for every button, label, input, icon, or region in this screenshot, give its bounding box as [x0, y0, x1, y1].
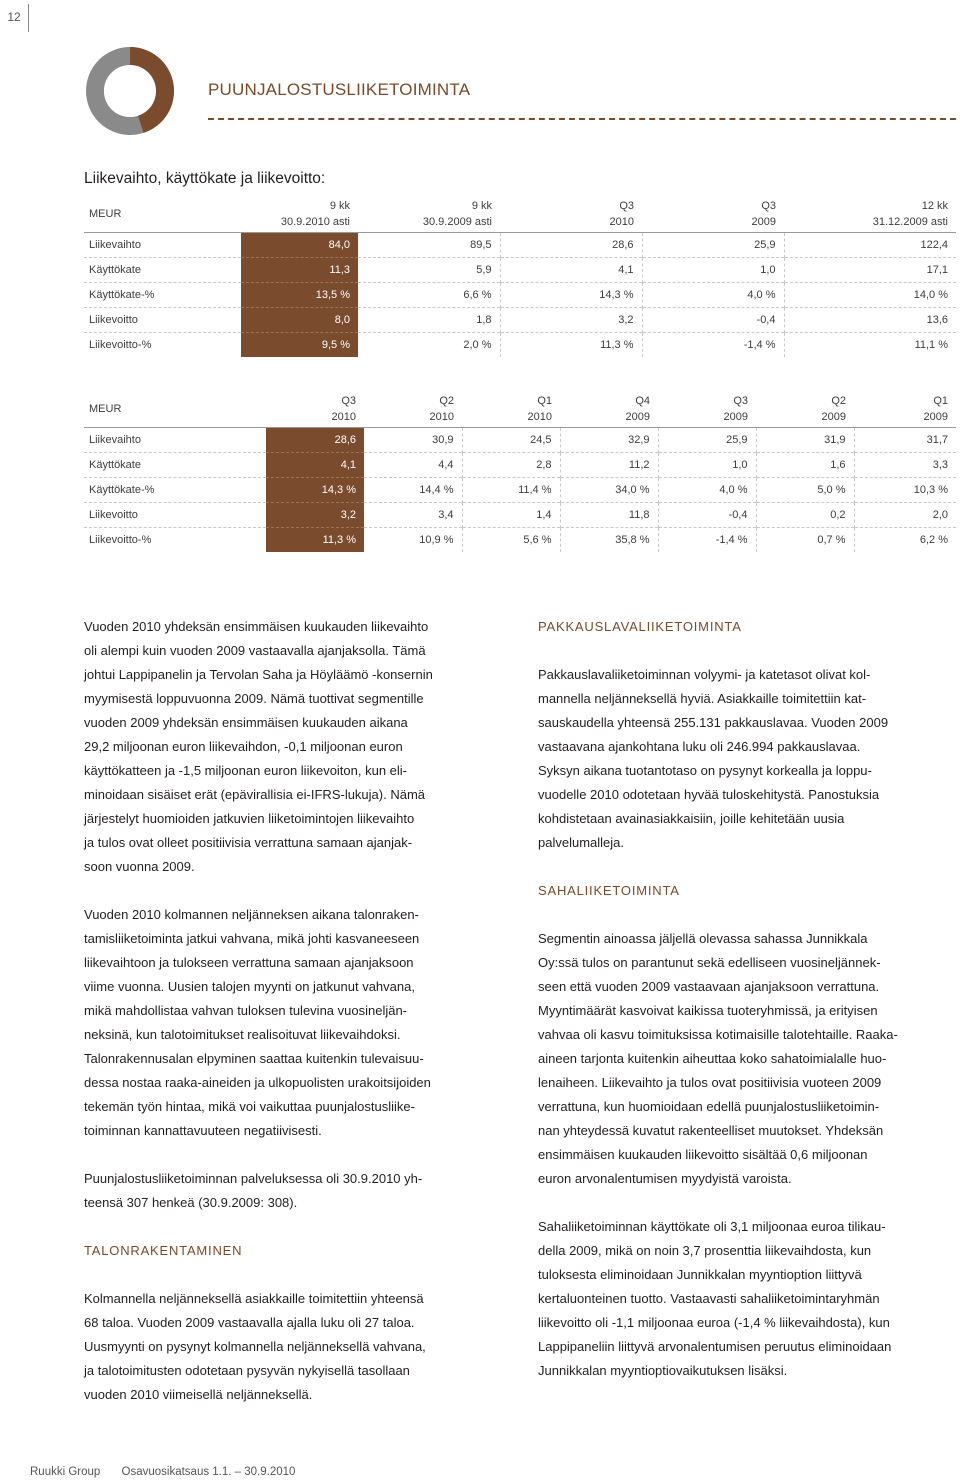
column-header: Q3 2010: [500, 196, 642, 232]
table-cell: 0,2: [756, 502, 854, 527]
text-line: vuoden 2010 viimeisellä neljänneksellä.: [84, 1387, 313, 1402]
column-header: Q2 2010: [364, 391, 462, 427]
text-line: Myyntimäärät kasvoivat kaikissa tuoteryhmissä, ja erityisen: [538, 1003, 878, 1018]
page-footer: [30, 1466, 313, 1478]
table-cell: 10,9 %: [364, 527, 462, 552]
table-cell: 3,2: [500, 307, 642, 332]
text-line: tekemän työn hintaa, mikä voi vaikuttaa puunjalostusliike-: [84, 1099, 415, 1114]
text-line: aineen tarjonta kuitenkin aiheuttaa koko sahatoimialalle huo-: [538, 1051, 887, 1066]
row-label: Käyttökate-%: [84, 282, 241, 307]
paragraph: [84, 1287, 504, 1407]
page-number-divider: [28, 4, 29, 32]
table-cell: 11,1 %: [784, 332, 956, 357]
text-line: tamisliiketoiminta jatkui vahvana, mikä johti kasvaneeseen: [84, 931, 420, 946]
text-line: soon vuonna 2009.: [84, 859, 195, 874]
table-row: [84, 232, 956, 257]
table-cell: 28,6: [500, 232, 642, 257]
table-cell: 14,0 %: [784, 282, 956, 307]
paragraph: [84, 903, 504, 1143]
table-row: [84, 477, 956, 502]
text-line: vastaavana ajankohtana luku oli 246.994 pakkauslavaa.: [538, 739, 861, 754]
column-header: Q3 2009: [642, 196, 784, 232]
table-cell: 1,6: [756, 452, 854, 477]
page-number: 12: [7, 10, 21, 24]
tables-heading: Liikevaihto, käyttökate ja liikevoitto:: [84, 170, 326, 187]
table-row: [84, 257, 956, 282]
text-line: dessa nostaa raaka-aineiden ja ulkopuolisten urakoitsijoiden: [84, 1075, 431, 1090]
table-cell: 6,6 %: [358, 282, 500, 307]
highlight-cell: 14,3 %: [266, 477, 364, 502]
highlight-cell: 84,0: [241, 232, 358, 257]
highlight-cell: 3,2: [266, 502, 364, 527]
highlight-cell: 4,1: [266, 452, 364, 477]
column-header: 9 kk 30.9.2009 asti: [358, 196, 500, 232]
text-line: johtui Lappipanelin ja Tervolan Saha ja Höyläämö -konsernin: [84, 667, 433, 682]
table-cell: 25,9: [642, 232, 784, 257]
table-unit-label: MEUR: [84, 391, 266, 427]
table-cell: 24,5: [462, 427, 560, 452]
cumulative-figures-table: [84, 196, 956, 357]
table-cell: 30,9: [364, 427, 462, 452]
text-line: toiminnan kannattavuuteen negatiivisesti.: [84, 1123, 322, 1138]
table-unit-label: MEUR: [84, 196, 241, 232]
text-line: Oy:ssä tulos on parantunut sekä edelliseen vuosineljännek-: [538, 955, 881, 970]
text-line: tuloksesta eliminoidaan Junnikkalan myyntioption liittyvä: [538, 1267, 862, 1282]
text-line: vuodelle 2010 odotetaan hyvää tuloskehitystä. Panostuksia: [538, 787, 880, 802]
column-header: Q1 2009: [854, 391, 956, 427]
column-header: Q2 2009: [756, 391, 854, 427]
column-header: Q4 2009: [560, 391, 658, 427]
paragraph: [538, 1215, 958, 1383]
table-row: [84, 282, 956, 307]
paragraph: [538, 663, 958, 855]
subheading-talonrakentaminen: TALONRAKENTAMINEN: [84, 1243, 243, 1258]
text-line: Junnikkalan myyntioptiovaikutuksen lisäksi.: [538, 1363, 788, 1378]
donut-hole: [104, 65, 156, 117]
table-cell: 10,3 %: [854, 477, 956, 502]
table-cell: 11,8: [560, 502, 658, 527]
text-line: järjestelyt huomioiden jatkuvien liiketoimintojen liikevaihto: [84, 811, 415, 826]
table-row: [84, 332, 956, 357]
text-line: liikevoitto oli -1,1 miljoonaa euroa (-1,4 % liikevaihdosta), kun: [538, 1315, 890, 1330]
table-cell: 3,3: [854, 452, 956, 477]
text-line: Segmentin ainoassa jäljellä olevassa sahassa Junnikkala: [538, 931, 868, 946]
text-line: käyttökatteen ja -1,5 miljoonan euron liikevoiton, kun eli-: [84, 763, 408, 778]
text-line: Puunjalostusliiketoiminnan palveluksessa oli 30.9.2010 yh-: [84, 1171, 423, 1186]
table-cell: 4,0 %: [658, 477, 756, 502]
paragraph: [84, 615, 504, 879]
quarterly-figures-table: [84, 391, 956, 552]
text-line: Uusmyynti on pysynyt kolmannella neljänneksellä vahvana,: [84, 1339, 426, 1354]
table-cell: -1,4 %: [642, 332, 784, 357]
left-text-column: [84, 615, 504, 1407]
text-line: palvelumalleja.: [538, 835, 624, 850]
row-label: Käyttökate: [84, 452, 266, 477]
text-line: liikevaihtoon ja tulokseen verrattuna samaan ajanjaksoon: [84, 955, 414, 970]
column-header: Q3 2010: [266, 391, 364, 427]
row-label: Käyttökate: [84, 257, 241, 282]
table-row: [84, 527, 956, 552]
paragraph: [538, 927, 958, 1191]
table-cell: 1,0: [658, 452, 756, 477]
table-cell: 0,7 %: [756, 527, 854, 552]
table-cell: 4,4: [364, 452, 462, 477]
right-text-column: [538, 615, 958, 1383]
highlight-cell: 9,5 %: [241, 332, 358, 357]
table-cell: 5,9: [358, 257, 500, 282]
text-line: oli alempi kuin vuoden 2009 vastaavalla ajanjaksolla. Tämä: [84, 643, 426, 658]
text-line: seen että vuoden 2009 vastaavaan ajanjaksoon verrattuna.: [538, 979, 880, 994]
table-cell: 14,3 %: [500, 282, 642, 307]
text-line: mikä mahdollistaa vahvan tuloksen tulevina vuosineljän-: [84, 1003, 408, 1018]
column-header: Q1 2010: [462, 391, 560, 427]
table-cell: 89,5: [358, 232, 500, 257]
subheading-pakkauslavaliiketoiminta: PAKKAUSLAVALIIKETOIMINTA: [538, 619, 742, 634]
text-line: teensä 307 henkeä (30.9.2009: 308).: [84, 1195, 298, 1210]
highlight-cell: 11,3: [241, 257, 358, 282]
row-label: Liikevoitto: [84, 307, 241, 332]
text-line: 29,2 miljoonan euron liikevaihdon, -0,1 miljoonan euron: [84, 739, 403, 754]
section-title: PUUNJALOSTUSLIIKETOIMINTA: [208, 80, 471, 99]
table-cell: 2,8: [462, 452, 560, 477]
table-row: [84, 307, 956, 332]
text-line: ensimmäisen kuukauden liikevoitto sisältää 0,6 miljoonan: [538, 1147, 868, 1162]
text-line: lenaiheen. Liikevaihto ja tulos ovat positiivisia vuoteen 2009: [538, 1075, 882, 1090]
column-header: Q3 2009: [658, 391, 756, 427]
row-label: Liikevaihto: [89, 433, 141, 446]
table-row: [84, 502, 956, 527]
text-line: minoidaan sisäiset erät (epävirallisia ei-IFRS-lukuja). Nämä: [84, 787, 426, 802]
table-cell: 11,2: [560, 452, 658, 477]
column-header: 12 kk 31.12.2009 asti: [784, 196, 956, 232]
table-cell: 32,9: [560, 427, 658, 452]
table-cell: 31,9: [756, 427, 854, 452]
table-cell: 122,4: [920, 238, 948, 251]
text-line: mannella neljänneksellä hyviä. Asiakkaille toimitettiin kat-: [538, 691, 867, 706]
row-label: Käyttökate-%: [84, 477, 266, 502]
table-cell: 1,0: [642, 257, 784, 282]
table-row: [84, 452, 956, 477]
table-cell: 2,0: [854, 502, 956, 527]
highlight-cell: 8,0: [241, 307, 358, 332]
text-line: Vuoden 2010 kolmannen neljänneksen aikana talonraken-: [84, 907, 419, 922]
footer-company: Ruukki Group: [30, 1466, 101, 1478]
row-label: Liikevoitto-%: [84, 527, 266, 552]
text-line: ja talotoimitusten odotetaan pysyvän nykyisellä tasollaan: [84, 1363, 410, 1378]
footer-report: Osavuosikatsaus 1.1. – 30.9.2010: [121, 1466, 296, 1478]
table-cell: 11,4 %: [462, 477, 560, 502]
row-label: Liikevoitto-%: [84, 332, 241, 357]
paragraph: [84, 1167, 504, 1215]
table-cell: -0,4: [642, 307, 784, 332]
subheading-sahaliiketoiminta: SAHALIIKETOIMINTA: [538, 883, 680, 898]
text-line: neksinä, kun talotoimitukset realisoituvat liikevaihdoksi.: [84, 1027, 401, 1042]
table-cell: 6,2 %: [854, 527, 956, 552]
text-line: ja tulos ovat olleet positiivisia verrattuna samaan ajanjak-: [84, 835, 413, 850]
highlight-cell: 11,3 %: [266, 527, 364, 552]
highlight-cell: 13,5 %: [241, 282, 358, 307]
table-cell: 11,3 %: [500, 332, 642, 357]
table-cell: -1,4 %: [658, 527, 756, 552]
text-line: myymisestä loppuvuonna 2009. Nämä tuottivat segmentille: [84, 691, 424, 706]
table-cell: 4,0 %: [642, 282, 784, 307]
title-dashed-rule: [208, 118, 956, 120]
column-header: 9 kk 30.9.2010 asti: [241, 196, 358, 232]
row-label: Liikevoitto: [84, 502, 266, 527]
text-line: Vuoden 2010 yhdeksän ensimmäisen kuukauden liikevaihto: [84, 619, 429, 634]
table-cell: 4,1: [500, 257, 642, 282]
text-line: verrattuna, kun huomioidaan edellä puunjalostusliiketoimin-: [538, 1099, 880, 1114]
text-line: Pakkauslavaliiketoiminnan volyymi- ja katetasot olivat kol-: [538, 667, 871, 682]
table-cell: 31,7: [926, 433, 948, 446]
table-cell: 35,8 %: [560, 527, 658, 552]
table-cell: 34,0 %: [560, 477, 658, 502]
text-line: kohdistetaan avainasiakkaisiin, joille kehitetään uusia: [538, 811, 845, 826]
table-cell: 1,8: [358, 307, 500, 332]
table-cell: 2,0 %: [358, 332, 500, 357]
table-row: [84, 427, 956, 452]
text-line: 68 taloa. Vuoden 2009 vastaavalla ajalla luku oli 27 taloa.: [84, 1315, 415, 1330]
table-cell: 14,4 %: [364, 477, 462, 502]
text-line: sauskaudella yhteensä 255.131 pakkauslavaa. Vuoden 2009: [538, 715, 889, 730]
table-cell: 25,9: [658, 427, 756, 452]
table-cell: -0,4: [658, 502, 756, 527]
text-line: euron arvonalentumisen myydyistä varoista.: [538, 1171, 792, 1186]
text-line: nan yhteydessä kuvatut rakenteelliset muutokset. Yhdeksän: [538, 1123, 884, 1138]
text-line: Talonrakennusalan elpyminen saattaa kuitenkin tulevaisuu-: [84, 1051, 424, 1066]
text-line: Lappipaneliin liittyvä arvonalentumisen peruutus eliminoidaan: [538, 1339, 892, 1354]
text-line: Kolmannella neljänneksellä asiakkaille toimitettiin yhteensä: [84, 1291, 424, 1306]
text-line: Sahaliiketoiminnan käyttökate oli 3,1 miljoonaa euroa tilikau-: [538, 1219, 886, 1234]
table-cell: 17,1: [784, 257, 956, 282]
text-line: viime vuonna. Uusien talojen myynti on jatkunut vahvana,: [84, 979, 415, 994]
table-cell: 3,4: [364, 502, 462, 527]
highlight-cell: 28,6: [266, 427, 364, 452]
segment-share-donut: [84, 45, 176, 137]
text-line: vuoden 2009 yhdeksän ensimmäisen kuukauden aikana: [84, 715, 408, 730]
table-cell: 13,6: [784, 307, 956, 332]
text-line: vahvaa oli kasvu toimituksissa kotimaisille talotehtaille. Raaka-: [538, 1027, 898, 1042]
row-label: Liikevaihto: [89, 238, 141, 251]
table-cell: 5,0 %: [756, 477, 854, 502]
text-line: della 2009, mikä on noin 3,7 prosenttia liikevaihdosta, kun: [538, 1243, 872, 1258]
text-line: kertaluonteinen tuotto. Vastaavasti sahaliiketoimintaryhmän: [538, 1291, 880, 1306]
table-cell: 1,4: [462, 502, 560, 527]
table-cell: 5,6 %: [462, 527, 560, 552]
text-line: Syksyn aikana tuotantotaso on pysynyt korkealla ja loppu-: [538, 763, 872, 778]
